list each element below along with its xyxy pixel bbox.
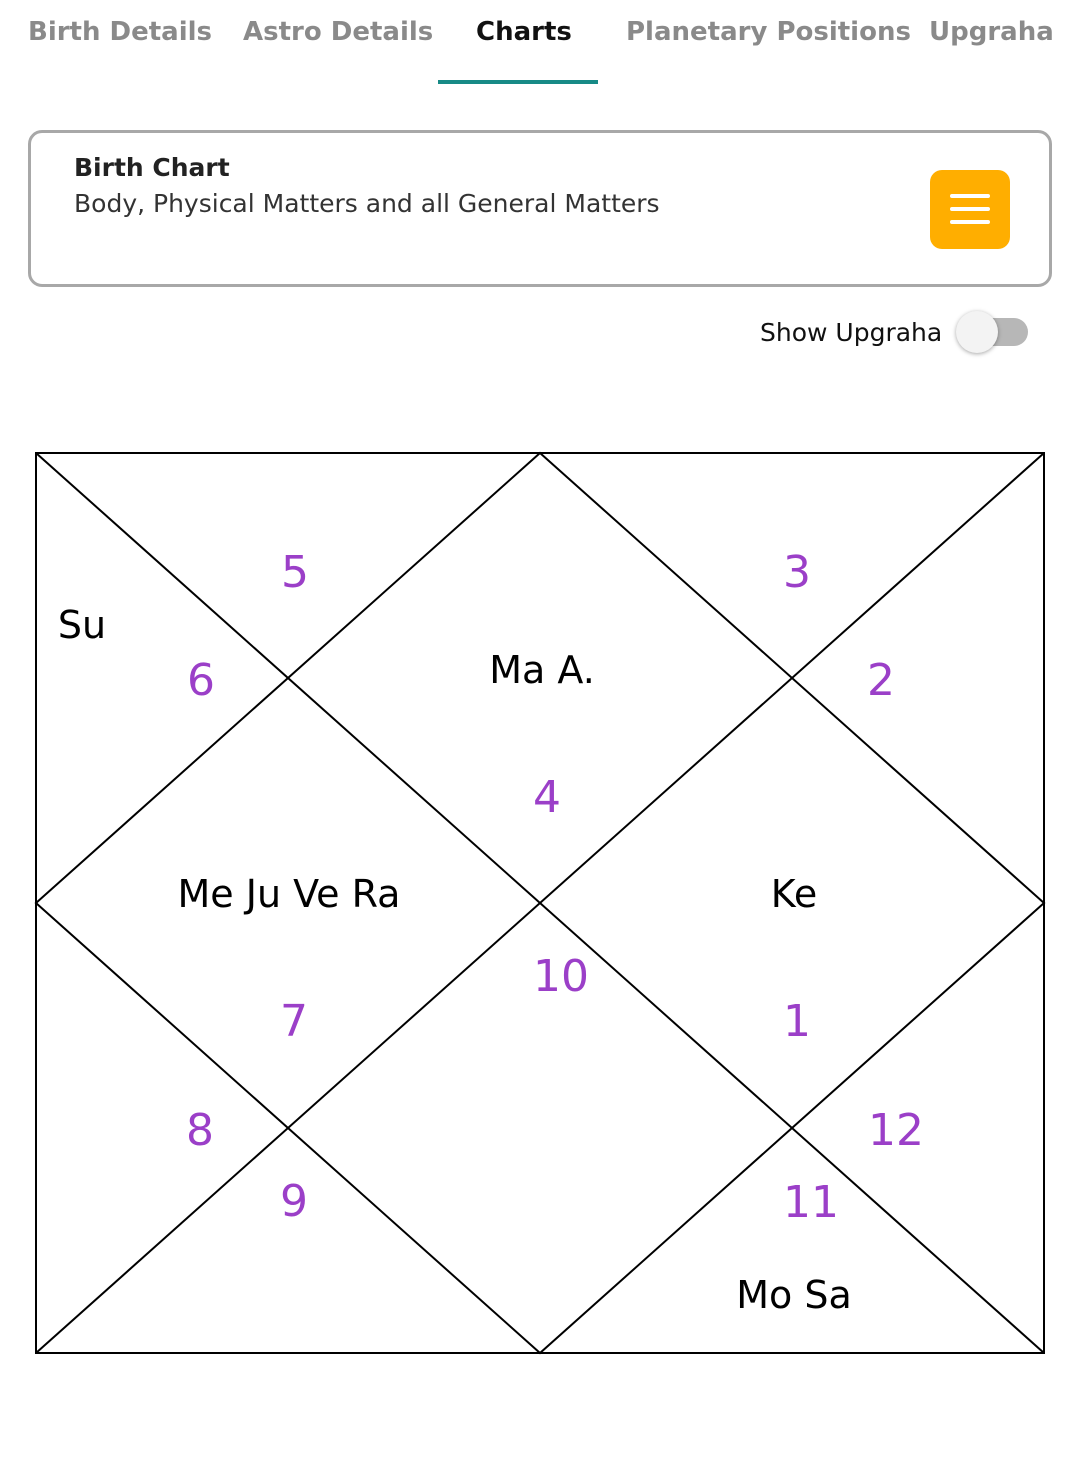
house-number-3: 3 [783, 547, 811, 598]
house-number-6: 6 [187, 655, 215, 706]
card-subtitle: Body, Physical Matters and all General Matters [74, 189, 660, 218]
house-number-9: 9 [280, 1176, 308, 1227]
house-number-12: 12 [868, 1105, 924, 1156]
tab-charts[interactable]: Charts [476, 17, 572, 47]
house-number-10: 10 [533, 951, 589, 1002]
planets-house-4: Ma A. [489, 648, 595, 692]
planets-house-11-12: Mo Sa [736, 1273, 852, 1317]
house-number-5: 5 [281, 547, 309, 598]
planets-house-1: Ke [770, 872, 818, 916]
house-number-4: 4 [533, 772, 561, 823]
tab-upgraha[interactable]: Upgraha [929, 17, 1054, 47]
tab-planetary-positions[interactable]: Planetary Positions [626, 17, 911, 47]
planets-house-7: Me Ju Ve Ra [177, 872, 401, 916]
tab-birth-details[interactable]: Birth Details [28, 17, 213, 47]
tab-astro-details[interactable]: Astro Details [243, 17, 434, 47]
house-number-2: 2 [867, 655, 895, 706]
house-number-11: 11 [783, 1177, 839, 1228]
house-number-1: 1 [783, 996, 811, 1047]
card-title: Birth Chart [74, 153, 230, 182]
house-number-8: 8 [186, 1105, 214, 1156]
show-upgraha-label: Show Upgraha [760, 318, 943, 347]
house-number-7: 7 [280, 996, 308, 1047]
planets-house-5-6: Su [57, 603, 107, 647]
